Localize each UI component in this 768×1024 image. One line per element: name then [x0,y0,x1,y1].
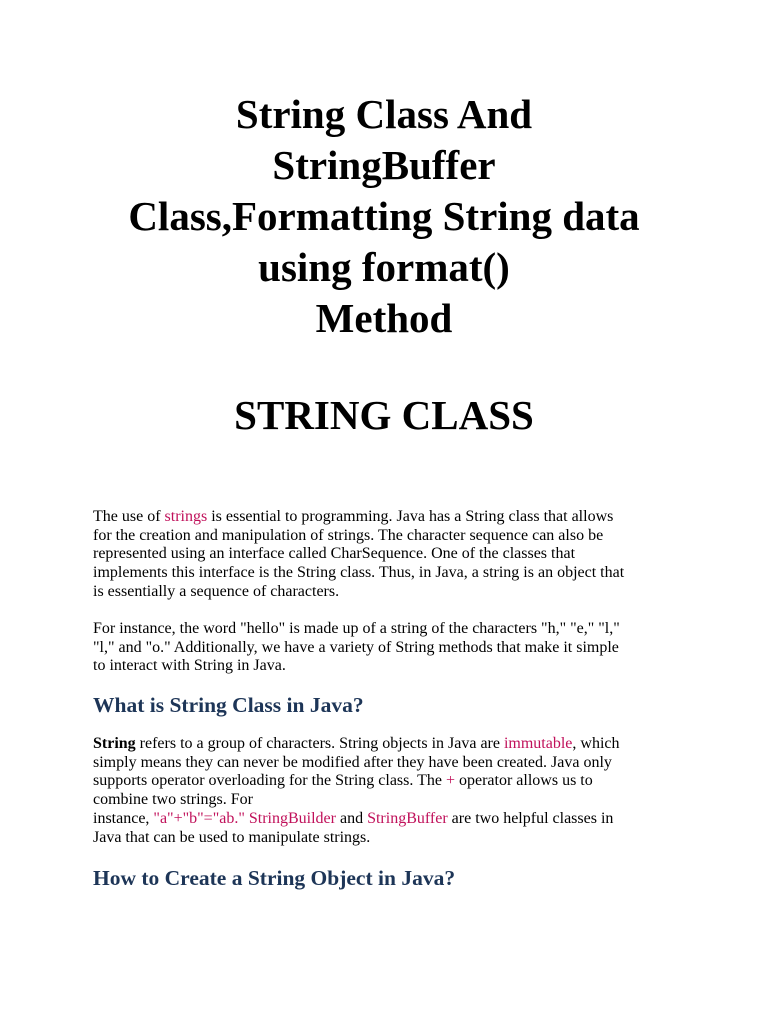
text-run: are two helpful classes in [447,809,614,827]
paragraph-line: represented using an interface called CharSequence. One of the classes that [93,545,576,563]
title-line: using format() [258,244,510,290]
title-line: String Class And [235,91,533,137]
paragraph-line: for the creation and manipulation of strings. The character sequence can also be [93,526,604,544]
text-run: The use of [93,508,165,525]
paragraph-line [93,508,683,527]
stringbuilder-link[interactable]: StringBuilder [248,809,336,827]
paragraph-line [93,772,683,791]
string-bold-term: String [93,735,136,752]
string-definition-paragraph [93,735,683,847]
text-run: and [335,809,368,827]
text-run: instance, [93,809,154,827]
title-line: Method [315,295,453,341]
paragraph-line: simply means they can never be modified after they have been created. Java only [93,753,612,771]
text-run: supports operator overloading for the String class. The [93,772,446,790]
subheading-what-is-string-class: What is String Class in Java? [93,693,364,717]
example-paragraph [93,620,683,676]
plus-operator-link[interactable]: + [445,772,455,790]
document-title [60,89,708,344]
section-heading: STRING CLASS [234,392,534,438]
intro-paragraph [93,508,683,602]
stringbuffer-link[interactable]: StringBuffer [367,809,448,827]
paragraph-line: is essentially a sequence of characters. [93,582,340,600]
paragraph-line [93,810,683,829]
paragraph-line: For instance, the word "hello" is made up of a string of the characters "h," "e," "l," [93,620,620,637]
paragraph-line: combine two strings. For [93,791,253,809]
text-run: is essential to programming. Java has a String class that allows [207,508,614,525]
text-run: , which [572,735,620,752]
paragraph-line: to interact with String in Java. [93,657,286,675]
paragraph-line: implements this interface is the String class. Thus, in Java, a string is an object that [93,564,625,582]
text-run: operator allows us to [455,772,593,790]
title-line: Class,Formatting String data [128,193,640,239]
paragraph-line: "l," and "o." Additionally, we have a variety of String methods that make it simple [93,638,619,656]
title-line: StringBuffer [272,142,496,188]
concat-example-link[interactable]: "a"+"b"="ab." [153,809,245,827]
paragraph-line: Java that can be used to manipulate strings. [93,828,371,846]
immutable-link[interactable]: immutable [503,735,573,752]
subheading-create-string-object: How to Create a String Object in Java? [93,866,456,890]
paragraph-line [93,735,683,754]
text-run: refers to a group of characters. String objects in Java are [135,735,504,752]
strings-link[interactable]: strings [164,508,208,525]
